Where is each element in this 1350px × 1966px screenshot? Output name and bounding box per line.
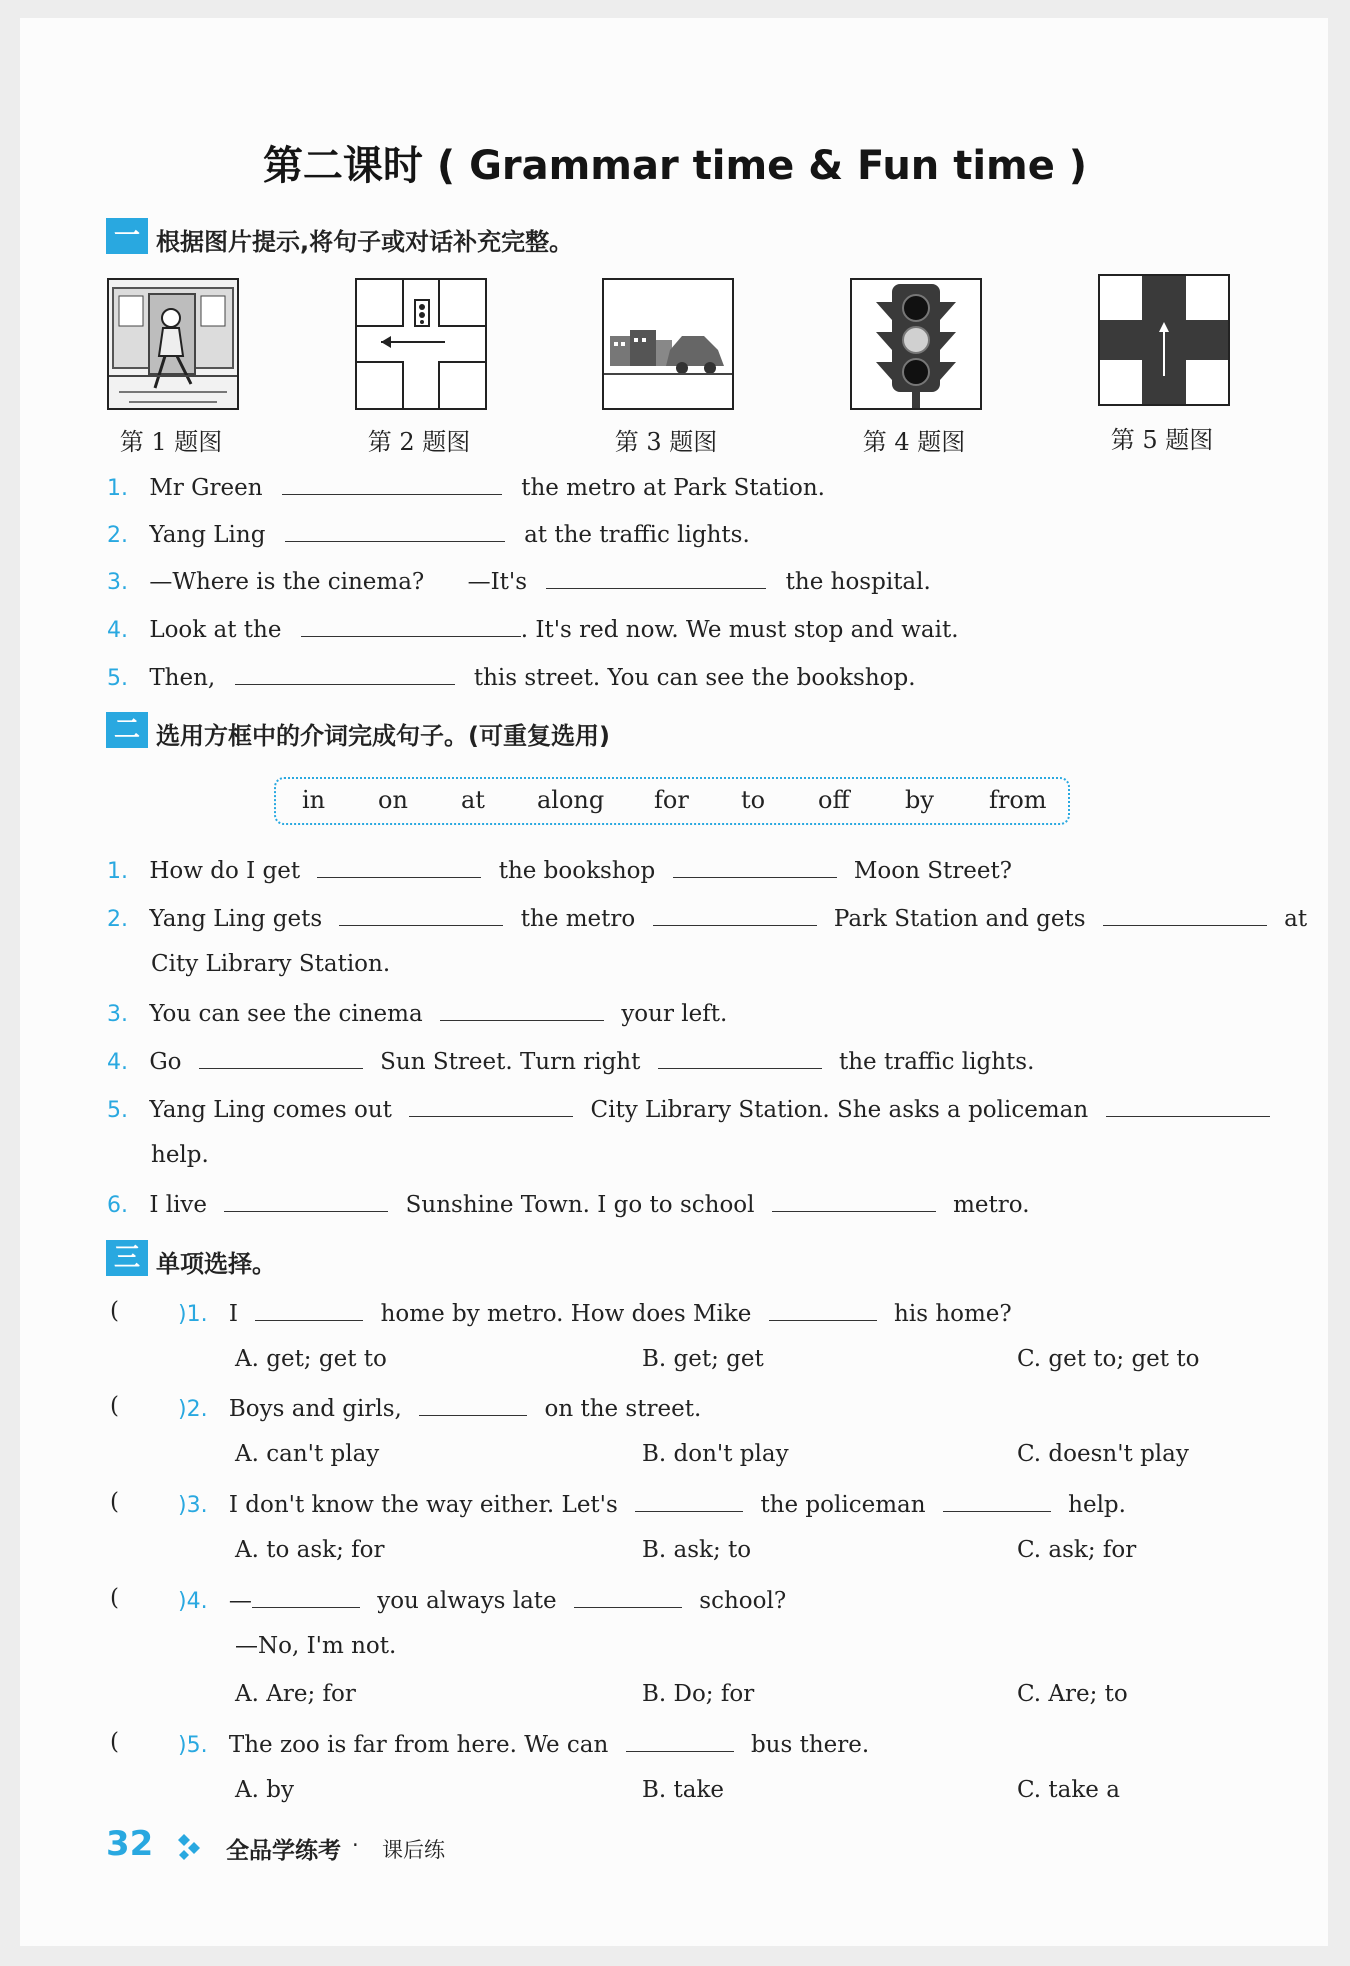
question-text: Boys and girls, [228,1396,402,1422]
part2-question-1 [107,855,1012,884]
question-text: your left. [621,1001,728,1027]
part2-question-4 [107,1046,1034,1075]
word-option: by [905,786,934,814]
question-text: school? [699,1588,787,1614]
question-text: the traffic lights. [838,1049,1035,1075]
answer-blank[interactable] [419,1393,527,1416]
question-text: home by metro. How does Mike [380,1301,752,1327]
section-3-badge: 三 [106,1240,148,1276]
option-a[interactable]: A. Are; for [235,1681,356,1707]
question-text: I [228,1301,238,1327]
answer-blank[interactable] [285,519,505,542]
question-text: —It's [467,569,528,595]
answer-blank[interactable] [658,1046,822,1069]
question-text: at the traffic lights. [524,522,750,548]
question-text: Sun Street. Turn right [380,1049,641,1075]
question-text: Yang Ling [149,522,266,548]
answer-blank[interactable] [199,1046,363,1069]
answer-paren-open[interactable]: ( [110,1298,119,1324]
part3-question-3 [178,1489,1126,1518]
option-b[interactable]: B. take [642,1777,725,1803]
question-text: at [1284,906,1308,932]
option-c[interactable]: C. get to; get to [1017,1346,1200,1372]
question-number: 1. [107,476,128,501]
answer-blank[interactable] [301,614,521,637]
question-text: I live [149,1192,208,1218]
part2-question-6 [107,1189,1030,1218]
part3-question-4-reply: —No, I'm not. [235,1633,397,1659]
answer-blank[interactable] [282,472,502,495]
part1-question-1 [107,472,825,501]
question-text: . It's red now. We must stop and wait. [520,617,959,643]
answer-blank[interactable] [409,1094,573,1117]
picture-3-caption: 第 3 题图 [614,428,718,456]
part2-question-3 [107,998,727,1027]
diamond-logo-icon [174,1832,204,1866]
picture-5-caption: 第 5 题图 [1110,426,1214,454]
question-text: Mr Green [149,475,263,501]
part1-question-4 [107,614,959,643]
answer-blank[interactable] [546,566,766,589]
answer-blank[interactable] [673,855,837,878]
option-c[interactable]: C. doesn't play [1017,1441,1189,1467]
answer-blank[interactable] [635,1489,743,1512]
option-b[interactable]: B. Do; for [642,1681,755,1707]
question-text: I don't know the way either. Let's [228,1492,618,1518]
answer-blank[interactable] [769,1298,877,1321]
option-c[interactable]: C. Are; to [1017,1681,1128,1707]
part2-question-5 [107,1094,1280,1123]
part1-question-2 [107,519,750,548]
question-number: )3. [178,1493,208,1518]
question-number: 5. [107,1098,128,1123]
question-text: on the street. [544,1396,702,1422]
option-a[interactable]: A. by [235,1777,294,1803]
picture-4-caption: 第 4 题图 [862,428,966,456]
question-text: the hospital. [785,569,931,595]
answer-blank[interactable] [440,998,604,1021]
answer-blank[interactable] [339,903,503,926]
word-option: on [378,786,408,814]
answer-blank[interactable] [626,1729,734,1752]
question-text: Park Station and gets [833,906,1086,932]
section-3-instruction: 单项选择。 [156,1250,276,1278]
part3-question-2 [178,1393,701,1422]
question-number: 4. [107,1050,128,1075]
question-text: his home? [894,1301,1012,1327]
word-option: in [302,786,326,814]
question-text: The zoo is far from here. We can [228,1732,609,1758]
option-c[interactable]: C. take a [1017,1777,1120,1803]
section-2-instruction: 选用方框中的介词完成句子。(可重复选用) [156,722,610,750]
part2-question-2-continued: City Library Station. [151,951,391,977]
question-text: Go [149,1049,182,1075]
word-option: at [461,786,485,814]
section-1-instruction: 根据图片提示,将句子或对话补充完整。 [156,228,574,256]
picture-1-caption: 第 1 题图 [119,428,223,456]
option-c[interactable]: C. ask; for [1017,1537,1137,1563]
picture-2-crossroad-turn-left [355,278,487,410]
part1-question-3 [107,566,931,595]
question-number: )5. [178,1733,208,1758]
question-text: Look at the [149,617,282,643]
answer-blank[interactable] [574,1585,682,1608]
picture-1-metro-passenger [107,278,239,410]
option-b[interactable]: B. get; get [642,1346,764,1372]
answer-blank[interactable] [252,1585,360,1608]
word-option: along [537,786,605,814]
picture-4-traffic-light [850,278,982,410]
question-text: the bookshop [498,858,656,884]
question-text: — [228,1588,252,1614]
answer-blank[interactable] [224,1189,388,1212]
answer-paren-open[interactable]: ( [110,1585,119,1611]
section-1-badge: 一 [106,218,148,254]
option-b[interactable]: B. ask; to [642,1537,752,1563]
question-number: 5. [107,666,128,691]
footer-subtitle: 课后练 [382,1838,445,1862]
question-text: the metro at Park Station. [521,475,825,501]
option-a[interactable]: A. to ask; for [235,1537,385,1563]
part3-question-5 [178,1729,869,1758]
question-number: )4. [178,1589,208,1614]
word-option: from [989,786,1047,814]
part3-question-4 [178,1585,786,1614]
option-a[interactable]: A. can't play [235,1441,380,1467]
question-text: bus there. [750,1732,870,1758]
question-number: 2. [107,907,128,932]
question-text: Then, [149,665,216,691]
page-number: 32 [106,1824,154,1864]
question-text: the policeman [760,1492,926,1518]
part3-question-1 [178,1298,1012,1327]
question-number: 3. [107,570,128,595]
answer-blank[interactable] [772,1189,936,1212]
question-text: the metro [520,906,636,932]
part1-question-5 [107,662,916,691]
answer-blank[interactable] [1106,1094,1270,1117]
picture-2-caption: 第 2 题图 [367,428,471,456]
question-text: metro. [953,1192,1030,1218]
question-text: City Library Station. She asks a policeman [590,1097,1089,1123]
word-option: off [818,786,850,814]
question-text: —Where is the cinema? [149,569,425,595]
publisher-brand: 全品学练考 [226,1838,341,1864]
option-a[interactable]: A. get; get to [235,1346,387,1372]
question-number: )1. [178,1302,208,1327]
section-2-badge: 二 [106,712,148,748]
word-option: for [654,786,689,814]
part2-question-2 [107,903,1307,932]
answer-paren-open[interactable]: ( [110,1393,119,1419]
question-text: this street. You can see the bookshop. [473,665,916,691]
question-text: How do I get [149,858,301,884]
question-number: 3. [107,1002,128,1027]
question-text: you always late [377,1588,557,1614]
question-text: Moon Street? [853,858,1013,884]
question-text: You can see the cinema [149,1001,423,1027]
question-number: 4. [107,618,128,643]
option-b[interactable]: B. don't play [642,1441,789,1467]
part2-question-5-continued: help. [151,1142,209,1168]
answer-blank[interactable] [255,1298,363,1321]
answer-blank[interactable] [1103,903,1267,926]
question-text: help. [1068,1492,1126,1518]
answer-blank[interactable] [235,662,455,685]
question-text: Yang Ling comes out [149,1097,392,1123]
question-number: 1. [107,859,128,884]
page-title: 第二课时 ( Grammar time & Fun time ) [262,143,1088,189]
question-number: 6. [107,1193,128,1218]
picture-3-city-street [602,278,734,410]
answer-blank[interactable] [653,903,817,926]
answer-paren-open[interactable]: ( [110,1729,119,1755]
answer-blank[interactable] [317,855,481,878]
answer-paren-open[interactable]: ( [110,1489,119,1515]
answer-blank[interactable] [943,1489,1051,1512]
question-text: Yang Ling gets [149,906,323,932]
question-number: 2. [107,523,128,548]
question-text: Sunshine Town. I go to school [405,1192,755,1218]
picture-5-cross-go-straight [1098,274,1230,406]
footer-separator: · [352,1833,359,1857]
word-option: to [741,786,766,814]
question-number: )2. [178,1397,208,1422]
